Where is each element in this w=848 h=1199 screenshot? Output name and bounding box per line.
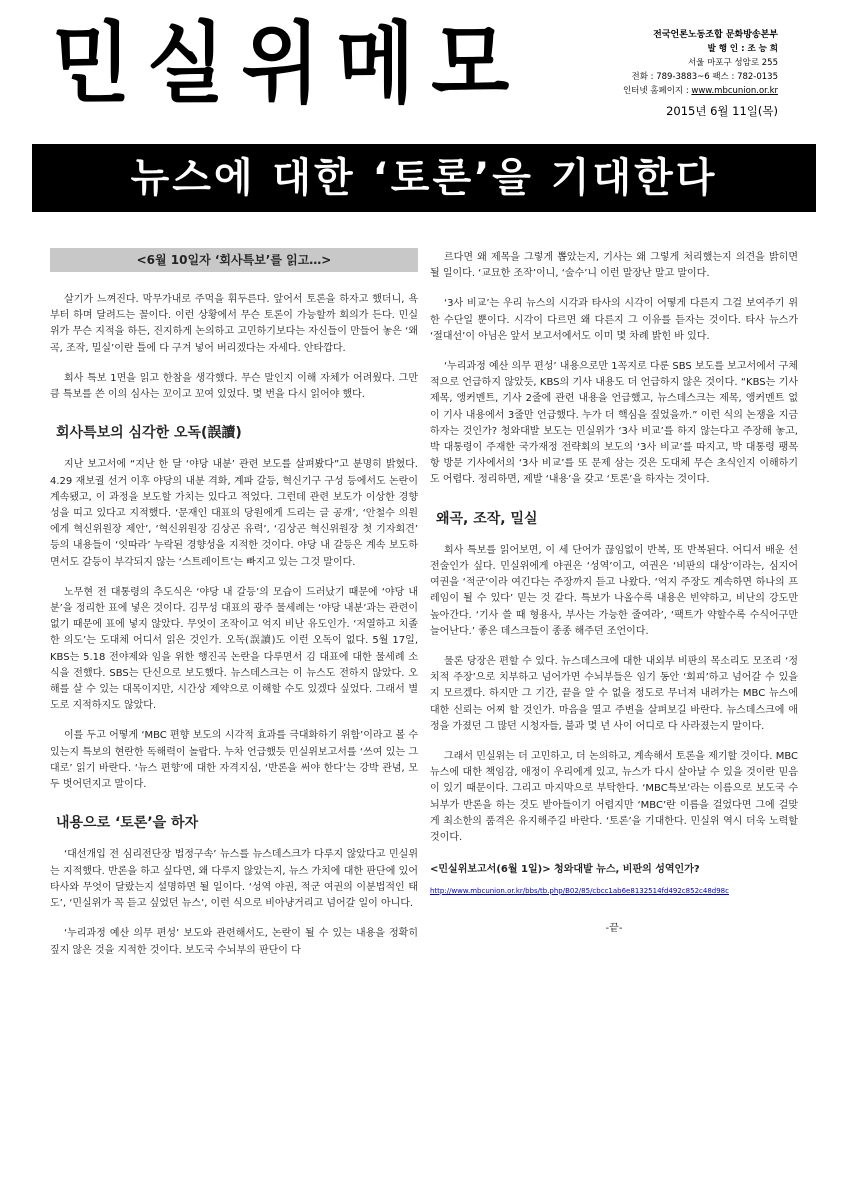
end-mark: -끝- — [605, 922, 623, 934]
paragraph: ‘누리과정 예산 의무 편성’ 내용으로만 1꼭지로 다룬 SBS 보도를 보고서에서 구체적으로 언급하지 않았듯, KBS의 기사 내용도 더 언급하지 않은 것이다. “KBS는 기사 제목, 앵커멘트, 기사 2줄에 관련 내용을 언급했고, 뉴스데스크는 제목, 앵커멘트 없이 기사 내용에서 3줄만 언급했다. 누가 더 핵심을 짚었을까.” 이런 식의 논쟁을 지금 하자는 것인가? 청와대발 보도는 민실위가 ‘3사 비교’를 하지 않는다고 주장해 놓고, 박 대통령이 주재한 국가재정 전략회의 보도의 ‘3사 비교’를 따지고, 박 대통령 팽목항 방문 기사에서의 ‘3사 비교’를 또 문제 삼는 것은 도대체 무슨 초식인지 이해하기도 어렵다. 정리하면, 제발 ‘내용’을 갖고 ‘토론’을 하자는 것이다. — [430, 361, 798, 486]
paragraph: 이를 두고 어떻게 ‘MBC 편향 보도의 시각적 효과를 극대화하기 위함’이라고 볼 수 있는지 특보의 현란한 독해력이 놀랍다. 누차 언급했듯 민실위보고서를 ‘쓰여 있는 그대로’ 읽기 바란다. ‘뉴스 편향’에 대한 자격지심, ‘반론을 써야 한다’는 강박 관념, 모두 벗어던지고 말이다. — [50, 730, 418, 791]
section-heading-debate: 내용으로 ‘토론’을 하자 — [56, 815, 199, 832]
publisher: 발 행 인 : 조 능 희 — [707, 44, 778, 54]
paragraph: 르다면 왜 제목을 그렇게 뽑았는지, 기사는 왜 그렇게 처리했는지 의견을 밝히면 될 일이다. ‘교묘한 조작’이니, ‘술수’니 이런 말장난 말고 말이다. — [430, 252, 798, 280]
paragraph: ‘3사 비교’는 우리 뉴스의 시각과 타사의 시각이 어떻게 다른지 그걸 보여주기 위한 수단일 뿐이다. 시각이 다르면 왜 다른지 그 이유를 듣자는 것이다. 타사 뉴스가 ‘절대선’이 아님은 앞서 보고서에서도 이미 몇 차례 밝힌 바 있다. — [430, 298, 798, 342]
paragraph: ‘누리과정 예산 의무 편성’ 보도와 관련해서도, 논란이 될 수 있는 내용을 정확히 짚지 않은 것을 지적한 것이다. 보도국 수뇌부의 판단이 다 — [50, 928, 418, 956]
left-column — [50, 248, 418, 973]
paragraph: 노무현 전 대통령의 추도식은 ‘야당 내 갈등’의 모습이 드러났기 때문에 ‘야당 내분’을 정리한 표에 넣은 것이다. 김무성 대표의 광주 물세례는 ‘야당 내분’과는 관련이 없기 때문에 표에 넣지 않았다. 무엇이 조작이고 억지 비난 유도인가. ‘저열하고 치졸한 의도’는 도대체 어디서 읽은 것인가. 오독(誤讀)도 이런 오독이 없다. 5월 17일, KBS는 5.18 전야제와 임을 위한 행진곡 논란을 다루면서 김 대표에 대한 물세례 소식을 전했다. SBS는 단신으로 보도했다. 뉴스데스크는 이 뉴스도 전하지 않았다. 오해를 살 수 있는 대목이지만, 시간상 제약으로 이해할 수도 있겠다 싶었다. 그래서 별도로 지적하지도 않았다. — [50, 586, 418, 712]
headline-banner: 뉴스에 대한 ‘토론’을 기대한다 — [32, 144, 816, 212]
contact-phone: 전화 : 789-3883~6 팩스 : 782-0135 — [631, 72, 778, 82]
homepage-link[interactable]: www.mbcunion.or.kr — [691, 86, 778, 96]
issue-date: 2015년 6월 11일(목) — [666, 104, 778, 118]
publication-info — [623, 28, 778, 118]
right-column — [430, 250, 798, 937]
reference-title: <민실위보고서(6월 1일)> 청와대발 뉴스, 비판의 성역인가? — [430, 864, 700, 876]
paragraph: 회사 특보를 읽어보면, 이 세 단어가 끊임없이 반복, 또 반복된다. 어디서 배운 선전술인가 싶다. 민실위에게 야권은 ‘성역’이고, 여권은 ‘비판의 대상’이라는, 심지어 여권을 ‘적군’이라 여긴다는 주장까지 듣고 나왔다. ‘억지 주장도 계속하면 하나의 프레임이 될 수 있다’ 믿는 것 같다. 특보가 나올수록 내용은 빈약하고, 비난의 강도만 높아간다. ‘기사 쓸 때 형용사, 부사는 가능한 줄여라’, ‘팩트가 약할수록 수식어구만 늘어난다.’ 좋은 데스크들이 종종 해주던 조언이다. — [430, 544, 798, 637]
paragraph: 회사 특보 1면을 읽고 한참을 생각했다. 무슨 말인지 이해 자체가 어려웠다. 그만큼 특보를 쓴 이의 심사는 꼬이고 꼬여 있었다. 몇 번을 다시 읽어야 했다. — [50, 372, 418, 401]
article-box-title: <6월 10일자 ‘회사특보’를 읽고…> — [50, 248, 418, 272]
union-name: 전국언론노동조합 문화방송본부 — [653, 30, 778, 40]
address: 서울 마포구 성암로 255 — [687, 58, 778, 68]
paragraph: ‘대선개입 전 심리전단장 법정구속’ 뉴스를 뉴스데스크가 다루지 않았다고 민실위는 지적했다. 반론을 하고 싶다면, 왜 다루지 않았는지, 뉴스 가치에 대한 판단에 있어 타사와 무엇이 달랐는지 설명하면 될 일이다. ‘성역 야권, 적군 여권의 이분법적인 태도’, ‘민실위가 꼭 듣고 싶었던 뉴스’, 이런 식으로 비아냥거리고 넘어갈 일이 아니다. — [50, 849, 418, 910]
paragraph: 살기가 느껴진다. 막무가내로 주먹을 휘두른다. 앞어서 토론을 하자고 했더니, 욕부터 하며 달려드는 꼴이다. 이런 상황에서 무슨 토론이 가능할까 회의가 든다. 민실위가 무슨 지적을 하든, 진지하게 논의하고 고민하기보다는 자신들이 만들어 놓은 ‘왜곡, 조작, 밀실’이란 틀에 다 구겨 넣어 버리겠다는 자세다. 안타깝다. — [50, 294, 418, 354]
homepage-label: 인터넷 홈페이지 : — [622, 86, 692, 96]
section-heading-distortion: 왜곡, 조작, 밀실 — [436, 510, 538, 527]
masthead-title: 민실위메모 — [52, 12, 526, 115]
homepage-line — [623, 84, 778, 98]
paragraph: 지난 보고서에 “지난 한 달 ‘야당 내분’ 관련 보도를 살펴봤다”고 분명히 밝혔다. 4.29 재보궐 선거 이후 야당의 내분 격화, 계파 갈등, 혁신기구 구성 등에서도 논란이 계속됐고, 이 과정을 보도할 가치는 있다고 적었다. 그런데 관련 보도가 이상한 경향성을 띠고 있다고 지적했다. ‘문재인 대표의 당원에게 드리는 글 공개’, ‘안철수 의원에게 혁신위원장 제안’, ‘혁신위원장 김상곤 유력’, ‘김상곤 혁신위원장 첫 기자회견’ 등의 내용들이 ‘잇따라’ 누락된 경향성을 지적한 것이다. 야당 내 갈등은 계속 보도하면서도 갈등이 부각되지 않는 ‘스트레이트’는 빠지고 있는 그것 말이다. — [50, 459, 418, 568]
reference-link[interactable]: http://www.mbcunion.or.kr/bbs/tb.php/B02/85/cbcc1ab6e8132514fd492c852c48d98c — [430, 886, 729, 895]
paragraph: 물론 당장은 편할 수 있다. 뉴스데스크에 대한 내외부 비판의 목소리도 모조리 ‘정치적 주장’으로 치부하고 넘어가면 수뇌부들은 임기 동안 ‘회피’하고 넘어갈 수 있을지 모르겠다. 하지만 그 기간, 끝을 알 수 없을 정도로 무너져 내려가는 MBC 뉴스에 대한 신뢰는 어찌 할 것인가. 마음을 열고 주변을 살펴보길 바란다. 뉴스데스크에 애정을 가졌던 그 많던 시청자들, 불과 몇 년 사이 어디로 다 사라졌는지 말이다. — [430, 656, 798, 732]
section-heading-misreading: 회사특보의 심각한 오독(誤讀) — [56, 425, 242, 442]
paragraph: 그래서 민실위는 더 고민하고, 더 논의하고, 계속해서 토론을 제기할 것이다. MBC 뉴스에 대한 책임감, 애정이 우리에게 있고, 뉴스가 다시 살아날 수 있을 것이란 믿음이 있기 때문이다. 그리고 마지막으로 부탁한다. ‘MBC특보’라는 이름으로 보도국 수뇌부가 반론을 하는 것도 받아들이기 어렵지만 ‘MBC’란 이름을 걸었다면 그에 걸맞게 최소한의 품격은 유지해주길 바란다. ‘토론’을 기대한다. 민실위 역시 더욱 노력할 것이다. — [430, 751, 798, 844]
